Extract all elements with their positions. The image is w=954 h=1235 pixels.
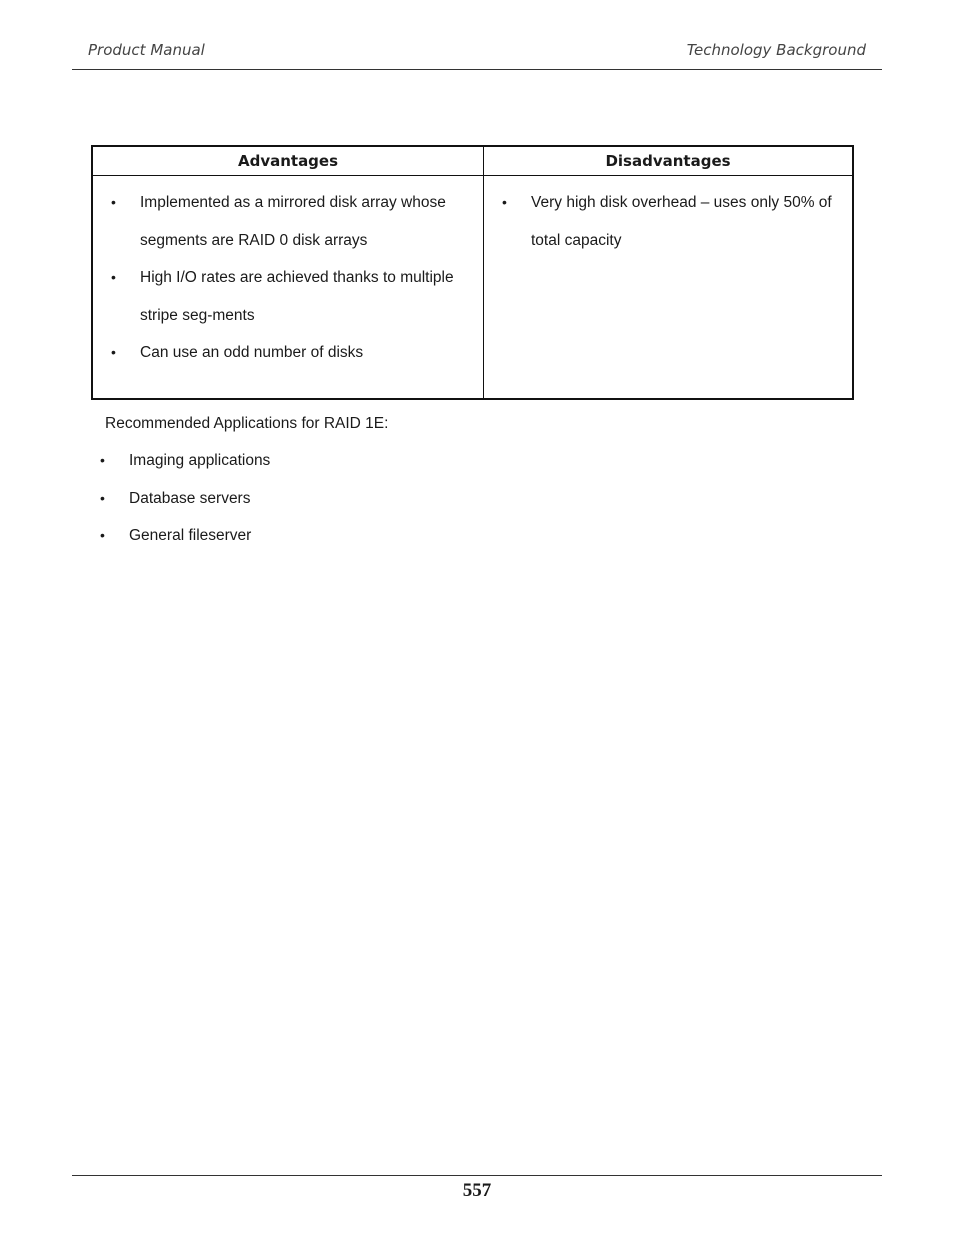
list-item — [91, 480, 270, 518]
recommended-text: Database servers — [129, 489, 251, 507]
bullet-icon: • — [502, 194, 507, 210]
advantages-cell — [92, 176, 484, 400]
advantage-text: Can use an odd number of disks — [140, 344, 364, 361]
list-item — [91, 442, 270, 480]
disadvantages-cell — [484, 176, 854, 400]
recommended-list — [91, 442, 270, 555]
table-header-row — [92, 146, 853, 176]
page-header — [72, 38, 882, 70]
list-item — [93, 259, 483, 334]
list-item — [93, 334, 483, 372]
bullet-icon: • — [111, 269, 116, 285]
advantage-text: Implemented as a mirrored disk array whose segments are RAID 0 disk arrays — [140, 194, 446, 249]
bullet-icon: • — [100, 489, 105, 506]
disadvantages-list — [484, 184, 852, 259]
advantages-header: Advantages — [92, 146, 484, 176]
recommended-text: General fileserver — [129, 527, 252, 544]
bullet-icon: • — [111, 194, 116, 210]
list-item — [93, 184, 483, 259]
advantages-list — [93, 184, 483, 372]
advantage-text: High I/O rates are achieved thanks to multiple stripe seg-ments — [140, 269, 454, 324]
disadvantages-header: Disadvantages — [484, 146, 854, 176]
page-number: 557 — [462, 1180, 492, 1201]
header-manual-title: Product Manual — [88, 41, 205, 59]
recommended-title: Recommended Applications for RAID 1E: — [105, 415, 389, 432]
raid-comparison-table — [91, 145, 854, 400]
table-row — [92, 176, 853, 400]
bullet-icon: • — [100, 527, 105, 543]
recommended-text: Imaging applications — [129, 452, 271, 469]
footer-divider — [72, 1175, 882, 1176]
list-item — [91, 517, 270, 555]
bullet-icon: • — [111, 344, 116, 360]
header-section-title: Technology Background — [686, 41, 866, 59]
bullet-icon: • — [100, 452, 105, 468]
list-item — [484, 184, 852, 259]
disadvantage-text: Very high disk overhead – uses only 50% of total capacity — [531, 194, 832, 249]
